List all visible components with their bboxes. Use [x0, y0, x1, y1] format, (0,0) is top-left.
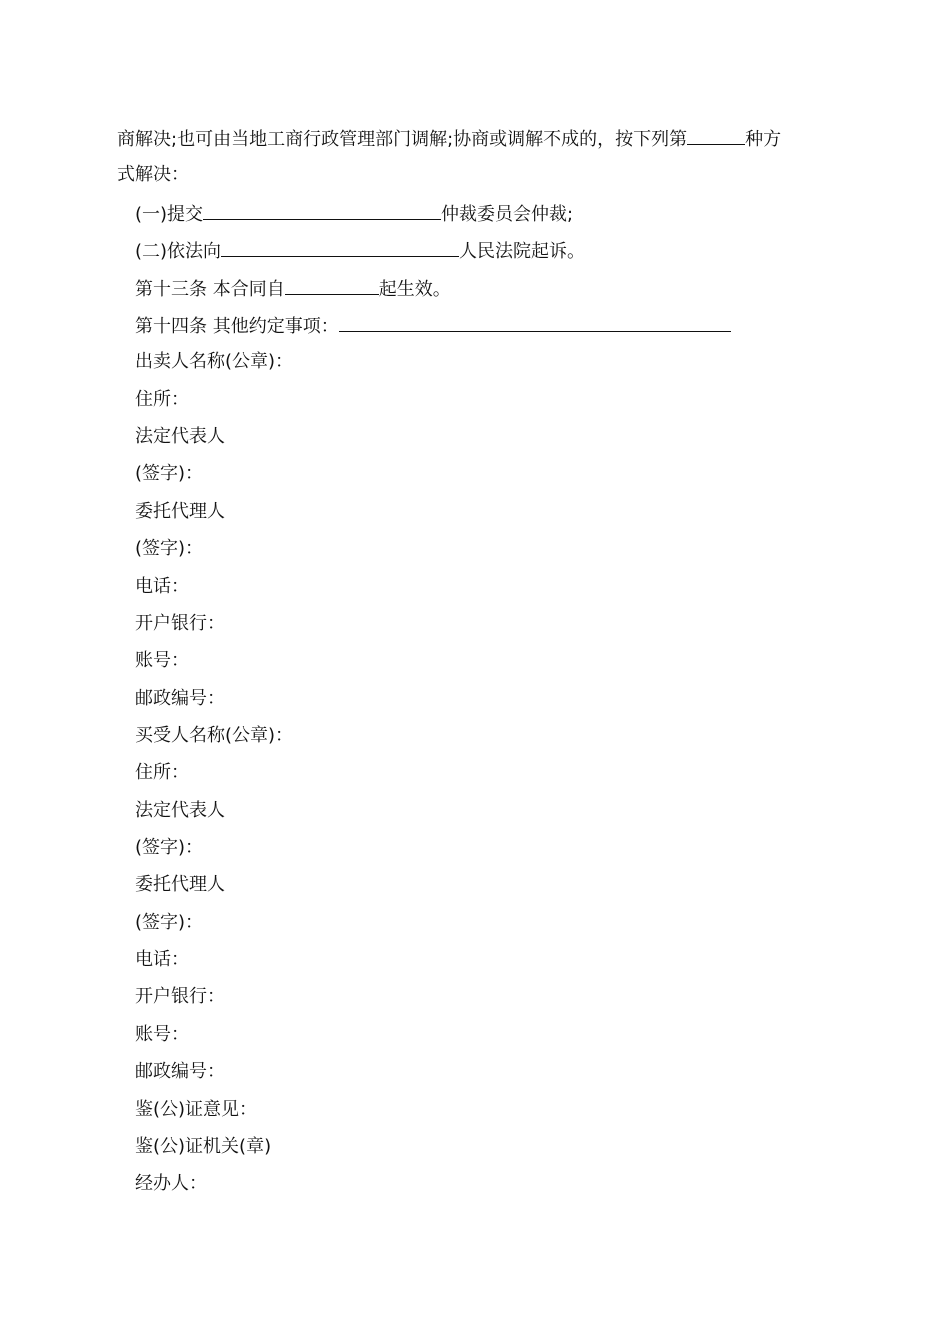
seller-postcode-label: 邮政编号： [135, 688, 225, 709]
seller-legal-rep-signature-label: (签字)： [135, 463, 204, 484]
notary-handler-label: 经办人： [135, 1173, 207, 1194]
buyer-phone-label: 电话： [135, 949, 189, 970]
seller-agent-label: 委托代理人 [135, 501, 225, 522]
buyer-address-label: 住所： [135, 762, 189, 783]
arbitration-text-2: 仲裁委员会仲裁; [441, 204, 574, 225]
seller-legal-rep-label: 法定代表人 [135, 426, 225, 447]
buyer-agent-label: 委托代理人 [135, 874, 225, 895]
buyer-legal-rep-label: 法定代表人 [135, 800, 225, 821]
arbitration-option [135, 201, 573, 227]
article-13 [135, 276, 451, 302]
buyer-postcode-label: 邮政编号： [135, 1061, 225, 1082]
court-option [135, 238, 585, 264]
seller-account-label: 账号： [135, 650, 189, 671]
buyer-legal-rep-signature-label: (签字)： [135, 837, 204, 858]
arbitration-committee-blank[interactable] [203, 201, 441, 220]
dispute-text-2: 种方 [745, 129, 782, 150]
court-text-1: (二)依法向 [135, 241, 222, 262]
arbitration-text-1: (一)提交 [135, 204, 204, 225]
method-number-blank[interactable] [687, 126, 745, 145]
article-13-text-1: 第十三条 本合同自 [135, 279, 285, 300]
seller-agent-signature-label: (签字)： [135, 538, 204, 559]
buyer-name-label: 买受人名称(公章)： [135, 725, 294, 746]
seller-name-label: 出卖人名称(公章)： [135, 351, 294, 372]
dispute-text-1: 商解决;也可由当地工商行政管理部门调解;协商或调解不成的，按下列第 [117, 129, 688, 150]
buyer-bank-label: 开户银行： [135, 986, 225, 1007]
notary-authority-label: 鉴(公)证机关(章) [135, 1136, 272, 1157]
court-name-blank[interactable] [221, 238, 459, 257]
buyer-agent-signature-label: (签字)： [135, 912, 204, 933]
dispute-resolution-line-1 [117, 126, 781, 152]
notary-opinion-label: 鉴(公)证意见： [135, 1099, 258, 1120]
seller-address-label: 住所： [135, 389, 189, 410]
article-14 [135, 313, 731, 339]
seller-bank-label: 开户银行： [135, 613, 225, 634]
seller-phone-label: 电话： [135, 576, 189, 597]
court-text-2: 人民法院起诉。 [459, 241, 586, 262]
buyer-account-label: 账号： [135, 1024, 189, 1045]
dispute-resolution-line-2: 式解决： [117, 164, 189, 185]
article-13-text-2: 起生效。 [378, 279, 451, 300]
article-14-text: 第十四条 其他约定事项： [135, 316, 339, 337]
other-matters-blank[interactable] [339, 313, 731, 332]
effective-date-blank[interactable] [285, 276, 379, 295]
